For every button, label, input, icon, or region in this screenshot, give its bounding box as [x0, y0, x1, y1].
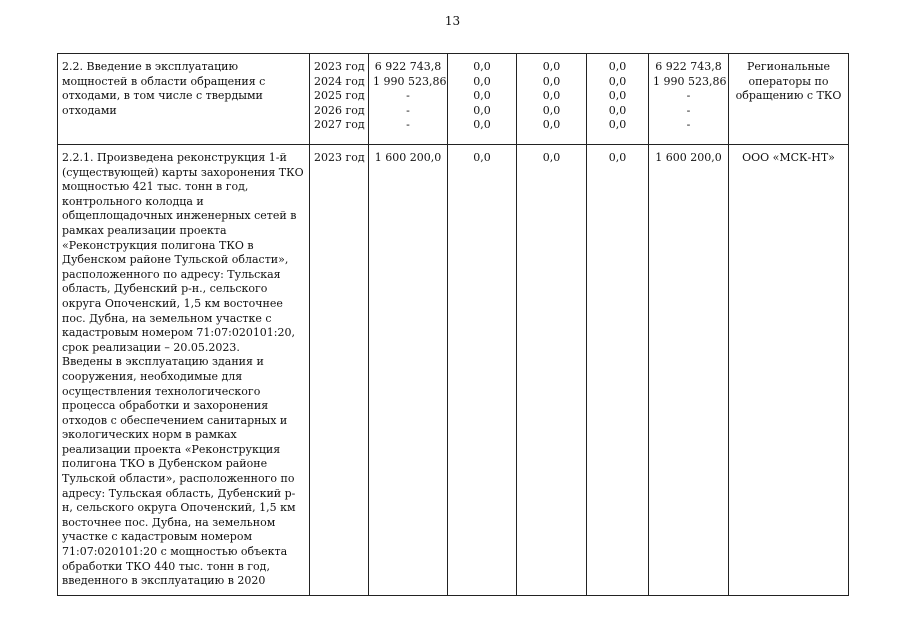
page-number: 13: [444, 14, 461, 28]
amount-value: 0,0: [542, 60, 561, 73]
amount-value: 1 600 200,0: [374, 151, 442, 164]
year-value: 2025 год: [314, 89, 365, 103]
amount-value: 0,0: [542, 103, 561, 117]
amount-value: -: [406, 103, 410, 117]
amount-value: 1 990 523,86: [373, 74, 447, 88]
total-funding-cell: [369, 54, 448, 145]
amount-value: -: [686, 103, 691, 117]
amount-value: 0,0: [608, 89, 627, 103]
amount-value: 1 600 200,0: [655, 151, 722, 164]
amount-value: 0,0: [473, 74, 491, 88]
funding-cell: [448, 54, 517, 145]
year-value: 2023 год: [314, 151, 365, 164]
description-text: 2.2.1. Произведена реконструкция 1-й (существующей) карты захоронения ТКО мощностью 421 тыс. тонн в год, контрольного колодца и общеплощадочных инженерных сетей в рамках реализации проекта «Реконструкция полигона ТКО в Дубенском районе Тульской области», расположенного по адресу: Тульская область, Дубенский р-н., сельского округа Опоченский, 1,5 км восточнее пос. Дубна, на земельном участке с кадастровым номером 71:07:020101:20, срок реализации – 20.05.2023.: [62, 151, 304, 354]
amount-value: 1 990 523,86: [653, 74, 727, 88]
total-funding-cell: [369, 145, 448, 596]
year-cell: [310, 54, 369, 145]
amount-value: 0,0: [473, 151, 491, 164]
executor-cell: ООО «МСК-НТ»: [729, 145, 849, 596]
funding-cell: [587, 54, 649, 145]
funding-cell: [649, 145, 729, 596]
measure-description-cell: [58, 54, 310, 145]
amount-value: 0,0: [608, 60, 627, 73]
amount-value: 0,0: [608, 151, 627, 164]
funding-cell: [587, 145, 649, 596]
year-value: 2024 год: [314, 74, 365, 88]
amount-value: 0,0: [473, 103, 491, 117]
measure-description-cell: [58, 145, 310, 596]
amount-value: 0,0: [542, 151, 561, 164]
amount-value: 0,0: [608, 103, 627, 117]
description-text: Введены в эксплуатацию здания и сооружения, необходимые для осуществления технологического процесса обработки и захоронения отходов с обеспечением санитарных и экологических норм в рамках реализации проекта «Реконструкция полигона ТКО в Дубенском районе Тульской области», расположенного по адресу: Тульская область, Дубенский р-н, сельского округа Опоченский, 1,5 км восточнее пос. Дубна, на земельном участке с кадастровым номером 71:07:020101:20 с мощностью объекта обработки ТКО 440 тыс. тонн в год, введенного в эксплуатацию в 2020: [62, 355, 296, 588]
amount-value: -: [406, 89, 410, 103]
amount-value: 0,0: [542, 89, 561, 103]
amount-value: 6 922 743,8: [655, 60, 722, 73]
year-value: 2023 год: [314, 60, 365, 73]
description-text: 2.2. Введение в эксплуатацию мощностей в области обращения с отходами, в том числе с твердыми отходами: [62, 60, 266, 117]
funding-cell: [448, 145, 517, 596]
amount-value: -: [686, 118, 691, 132]
amount-value: -: [686, 89, 691, 103]
amount-value: 0,0: [542, 118, 561, 132]
amount-value: 6 922 743,8: [374, 60, 442, 73]
amount-value: 0,0: [473, 89, 491, 103]
amount-value: 0,0: [473, 118, 491, 132]
amount-value: 0,0: [542, 74, 561, 88]
funding-cell: [649, 54, 729, 145]
year-value: 2026 год: [314, 103, 365, 117]
funding-cell: [517, 54, 587, 145]
program-table: [57, 53, 849, 596]
table-row: [58, 54, 849, 145]
year-value: 2027 год: [314, 118, 365, 132]
amount-value: -: [406, 118, 410, 132]
table-row: [58, 145, 849, 596]
amount-value: 0,0: [608, 118, 627, 132]
funding-cell: [517, 145, 587, 596]
executor-cell: Региональные операторы по обращению с ТКО: [729, 54, 849, 145]
amount-value: 0,0: [473, 60, 491, 73]
amount-value: 0,0: [608, 74, 627, 88]
year-cell: [310, 145, 369, 596]
